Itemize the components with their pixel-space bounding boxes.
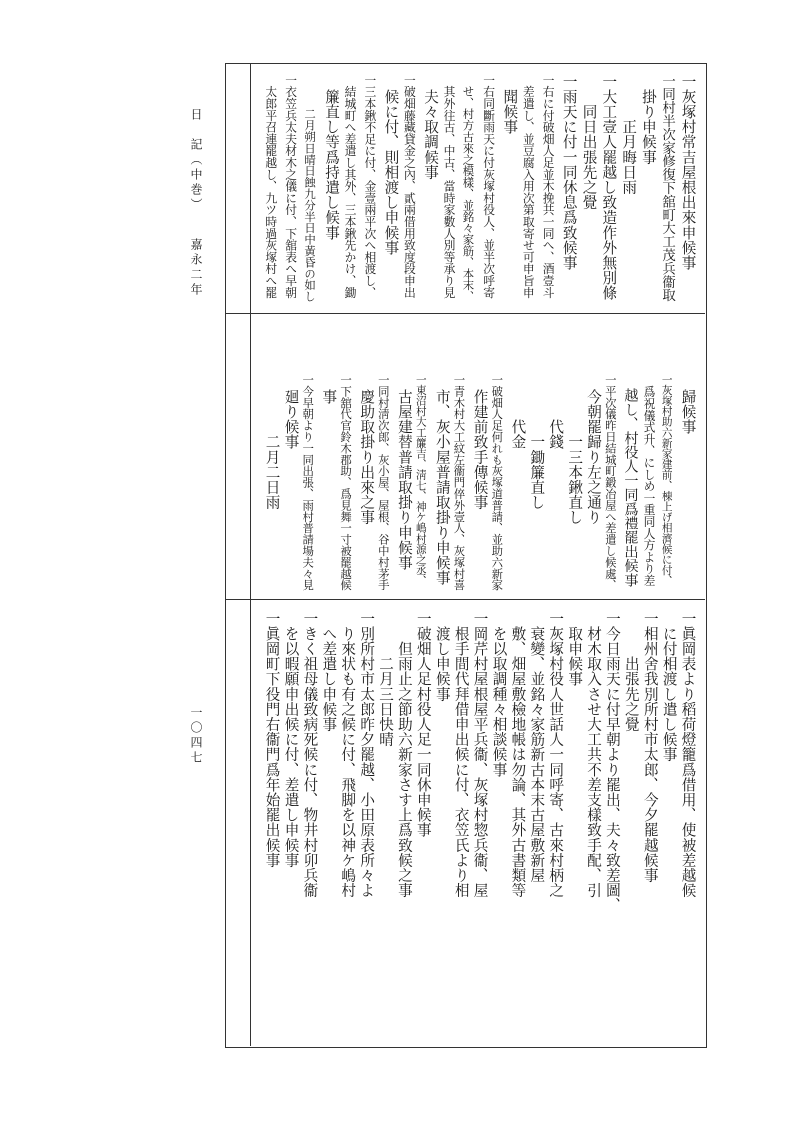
text-column: 一三本鍬直し — [566, 374, 584, 525]
text-column: 一鋤簾直し — [528, 374, 546, 510]
text-column: 衰變、並銘々家筋新古本末古屋敷新屋 — [528, 611, 546, 883]
text-column: 今朝罷歸り左之通り — [585, 374, 603, 525]
text-column: 爲祝儀式升、にしめ一重同人方より差 — [641, 374, 656, 587]
text-column: り來状も有之候に付、飛脚を以神ケ嶋村 — [339, 611, 357, 898]
text-column: 敷、畑屋敷檢地帳は勿論、其外古書類等 — [509, 611, 527, 898]
text-column: に付相渡し遣し候事 — [660, 611, 678, 762]
text-column: 二月三日快晴 — [377, 611, 395, 747]
text-column: 出張先之覺 — [622, 611, 640, 732]
text-column: 一きく祖母儀致病死候に付、物井村卯兵衞 — [301, 611, 319, 898]
text-column: へ差遣し申候事 — [320, 611, 338, 732]
running-title: 日 記（中巻） — [189, 108, 203, 213]
text-column: 歸候事 — [679, 374, 697, 435]
text-column: 取申候事 — [566, 611, 584, 687]
text-column: 一青木村大工紋左衞門倅外壹人、灰塚村喜 — [452, 374, 467, 591]
text-column: 一同村淸次郎、灰小屋、屋根、谷中村茅手 — [376, 374, 391, 591]
page-number: 一〇四七 — [189, 706, 203, 766]
section-divider-bottom — [225, 599, 705, 600]
text-column: 一破畑人足村役人足一同休申候事 — [414, 611, 432, 838]
text-column: 材木取入させ大工共不差支樣致手配、引 — [585, 611, 603, 898]
text-column: 一岡芹村屋根屋平兵衞、灰塚村惣兵衞、屋 — [471, 611, 489, 898]
text-column: 代金 — [509, 374, 527, 450]
text-column: 二月朔日晴日蝕九分半日中黃昏の如し — [303, 74, 318, 302]
text-column: 一右に付破畑人足並木挽共一同へ、酒壹斗 — [541, 74, 556, 299]
text-column: 夫々取調候事 — [422, 74, 440, 180]
text-column: 一灰塚村助六新家建前、棟上げ相濟候に付、 — [660, 374, 673, 586]
text-column: 慶助取掛り出來之事 — [358, 374, 376, 525]
text-column: 同日出張先之覺 — [580, 74, 598, 210]
text-column: 一下舘代官鈴木郡助、爲見舞一寸被罷越候 — [339, 374, 354, 591]
text-column: 一三本鍬不足に付、金壹兩平次へ相渡し、 — [362, 74, 377, 299]
section-divider-top — [225, 313, 705, 314]
text-column: 一別所村市太郎昨夕罷越、小田原表所々よ — [358, 611, 376, 898]
text-column: 市、灰小屋普請取掛り申候事 — [433, 374, 451, 586]
text-column: 一衣笠兵太夫材木之儀に付、下舘表へ早朝 — [283, 74, 298, 299]
text-column: 一今日雨天に付早朝より罷出、夫々致差圖、 — [603, 611, 621, 913]
text-column: 一東沼村大工簾吉、淸七、神ケ嶋村源之丞、 — [414, 374, 427, 586]
text-column: せ、村方古來之模樣、並銘々家筋、本末、 — [461, 74, 476, 302]
text-column: 但雨止之節助六新家さす上爲致候之事 — [395, 611, 413, 898]
text-column: 一平次儀昨日結城町鍛冶屋へ差遣し候處、 — [603, 374, 618, 591]
text-column: 掛り申候事 — [639, 74, 657, 165]
text-column: 其外往古、中古、當時家數人別等承り見 — [442, 74, 457, 299]
text-column: 一破畑藤藏貸金之內、貳兩借用致度段申出 — [402, 74, 417, 299]
text-column: 聞候事 — [501, 74, 519, 135]
text-column: 簾直し等爲持遣し候事 — [323, 74, 341, 241]
text-column: 廻り候事 — [282, 374, 300, 450]
text-column: 事 — [320, 374, 338, 405]
text-column: 古屋建替普請取掛り申候事 — [395, 374, 413, 571]
text-column: 越し、村役人一同爲禮罷出候事 — [622, 374, 639, 587]
text-column: 一破畑人足何れも灰塚道普請、並助六新家 — [490, 374, 505, 591]
text-column: 差遣し、並豆腐入用次第取寄せ可申旨申 — [521, 74, 536, 299]
text-column: 一灰塚村役人世話人一同呼寄、古來村柄之 — [547, 611, 565, 898]
text-column: 根手間代拜借申出候に付、衣笠氏より相 — [452, 611, 470, 898]
text-column: を以取調種々相談候事 — [490, 611, 508, 778]
text-column: 太郎平召連罷越し、九ツ時過灰塚村へ罷 — [263, 74, 278, 299]
header-rule — [250, 63, 251, 1046]
text-column: 一相州舍我別所村市太郎、今夕罷越候事 — [641, 611, 659, 883]
text-column: 一雨天に付一同休息爲致候事 — [560, 74, 578, 271]
text-column: 渡し申候事 — [433, 611, 451, 702]
text-column: 二月二日雨 — [263, 374, 281, 510]
text-column: 一灰塚村常吉屋根出來申候事 — [679, 74, 697, 271]
text-column: 一眞岡町下役門右衞門爲年始罷出候事 — [263, 611, 281, 868]
text-column: 一大工壹人罷越し致造作外無別條 — [600, 74, 618, 301]
text-column: 一右同斷雨天に付灰塚村役人、並半次呼寄 — [481, 74, 496, 299]
text-column: 作建前致手傳候事 — [471, 374, 489, 510]
era-year: 嘉永二年 — [189, 238, 203, 298]
text-column: 正月晦日雨 — [620, 74, 638, 195]
text-column: 候に付、則相渡し申候事 — [382, 74, 400, 256]
text-column: 一今早朝より一同出張、雨村普請場夫々見 — [301, 374, 316, 591]
text-column: 結城町へ差遣し其外、三本鍬先かけ、鋤 — [343, 74, 358, 299]
text-column: 代錢 — [547, 374, 565, 450]
text-column: を以暇願申出候に付、差遣し申候事 — [282, 611, 300, 868]
text-column: 一同村半次家修復下舘町大工茂兵衞取 — [659, 74, 675, 302]
text-column: 一眞岡表より稻荷燈籠爲借用、使被差越候 — [679, 611, 697, 898]
